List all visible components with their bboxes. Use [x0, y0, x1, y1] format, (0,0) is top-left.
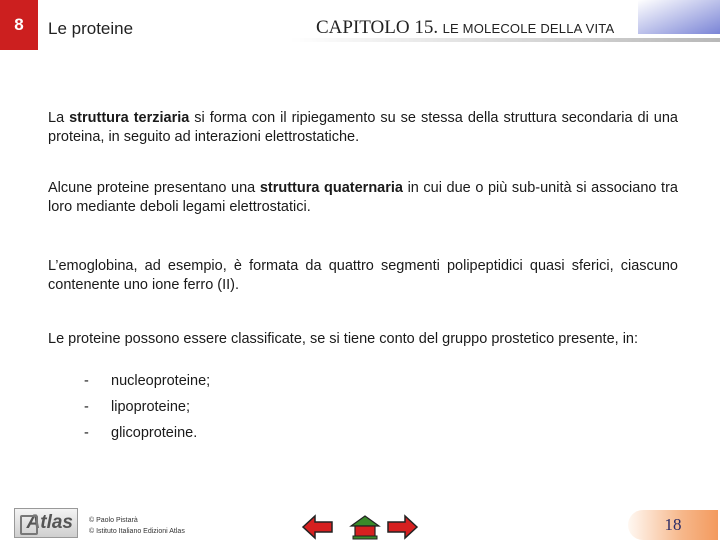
copyright-author: © Paolo Pistarà [89, 517, 138, 524]
list-item [48, 372, 448, 398]
p1-bold-term: struttura terziaria [69, 110, 190, 126]
chapter-subtitle: LE MOLECOLE DELLA VITA [442, 21, 615, 36]
paragraph-tertiary-structure [48, 109, 678, 147]
logo-text: Atlas [26, 512, 73, 533]
corner-decoration [638, 0, 720, 34]
next-button[interactable] [385, 514, 419, 540]
p2-bold-term: struttura quaternaria [259, 180, 403, 196]
list-item [48, 398, 448, 424]
p1-text-end: si forma con il ripiegamento su se stessa della struttura secondaria di una proteina, in seguito ad interazioni elettrostatiche. [48, 110, 678, 145]
list-item-text: nucleoproteine; [111, 373, 211, 389]
paragraph-hemoglobin: L’emoglobina, ad esempio, è formata da quattro segmenti polipeptidici quasi sferici, ciascuno contenente uno ione ferro (II). [48, 258, 678, 293]
header-divider [290, 38, 720, 42]
previous-button[interactable] [301, 514, 335, 540]
chapter-heading [316, 17, 614, 39]
prev-arrow-icon [301, 514, 335, 540]
chapter-label: CAPITOLO 15. [316, 17, 439, 38]
home-icon [348, 514, 382, 540]
page-number: 18 [628, 510, 718, 540]
atlas-logo-icon [20, 515, 38, 535]
atlas-logo [14, 508, 78, 538]
home-button[interactable] [348, 514, 382, 540]
p2-text-end: in cui due o più sub-unità si associano tra loro mediante deboli legami elettrostatici. [48, 180, 678, 215]
paragraph-quaternary-structure [48, 179, 678, 217]
chapter-number-badge: 8 [0, 0, 38, 50]
paragraph-classification: Le proteine possono essere classificate, se si tiene conto del gruppo prostetico presente, in: [48, 331, 639, 347]
list-dash: - [84, 425, 89, 441]
p2-text-start: Alcune proteine presentano una [48, 180, 260, 196]
p1-text-start: La [48, 110, 70, 126]
section-title: Le proteine [48, 19, 134, 38]
protein-class-list [48, 372, 448, 450]
list-dash: - [84, 373, 89, 389]
copyright-publisher: © Istituto Italiano Edizioni Atlas [89, 528, 185, 535]
next-arrow-icon [385, 514, 419, 540]
list-item-text: glicoproteine. [111, 425, 198, 441]
list-dash: - [84, 399, 89, 415]
copyright-notice [89, 515, 185, 537]
list-item [48, 424, 448, 450]
list-item-text: lipoproteine; [111, 399, 190, 415]
